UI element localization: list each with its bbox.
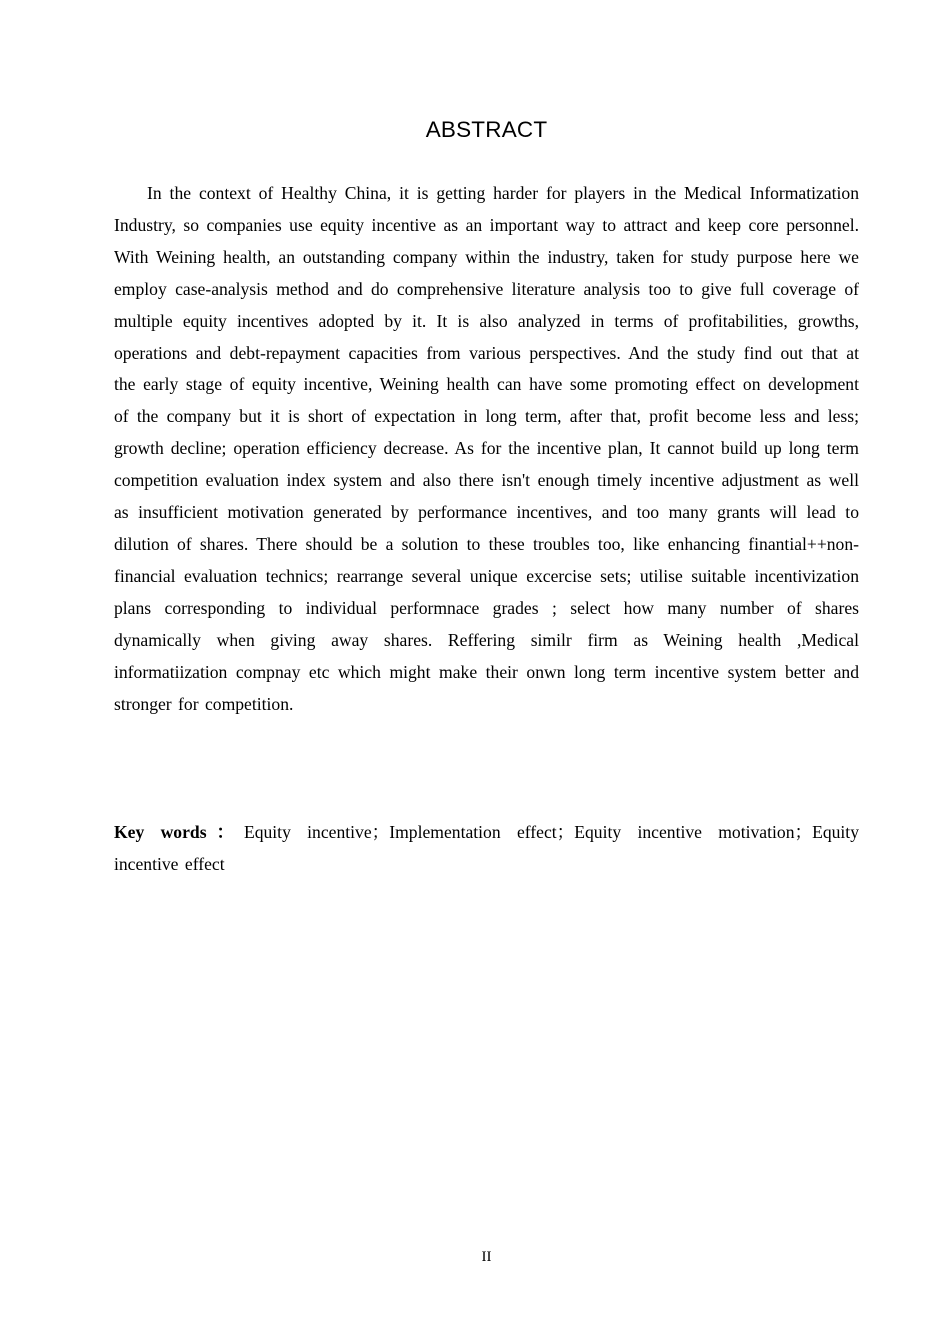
page-number: II bbox=[481, 1249, 492, 1265]
abstract-body: In the context of Healthy China, it is getting harder for players in the Medical Informatization Industry, so companies use equity incentive as an important way to attract and keep core personnel. With Weining health, an outstanding company within the industry, taken for study purpose here we employ case-analysis method and do comprehensive literature analysis too to give full coverage of multiple equity incentives adopted by it. It is also analyzed in terms of profitabilities, growths, operations and debt-repayment capacities from various perspectives. And the study find out that at the early stage of equity incentive, Weining health can have some promoting effect on development of the company but it is short of expectation in long term, after that, profit become less and less; growth decline; operation efficiency decrease. As for the incentive plan, It cannot build up long term competition evaluation index system and also there isn't enough timely incentive adjustment as well as insufficient motivation generated by performance incentives, and too many grants will lead to dilution of shares. There should be a solution to these troubles too, like enhancing finantial++non-financial evaluation technics; rearrange several unique excercise sets; utilise suitable incentivization plans corresponding to individual performnace grades ; select how many number of shares dynamically when giving away shares. Reffering similr firm as Weining health ,Medical informatiization compnay etc which might make their onwn long term incentive system better and stronger for competition. bbox=[114, 183, 859, 714]
keywords-text: Equity incentive；Implementation effect；Equity incentive motivation；Equity incentive effect bbox=[114, 822, 859, 874]
abstract-title: ABSTRACT bbox=[425, 117, 548, 142]
keywords-label: Key words： bbox=[114, 822, 244, 842]
keywords-paragraph bbox=[114, 817, 859, 881]
